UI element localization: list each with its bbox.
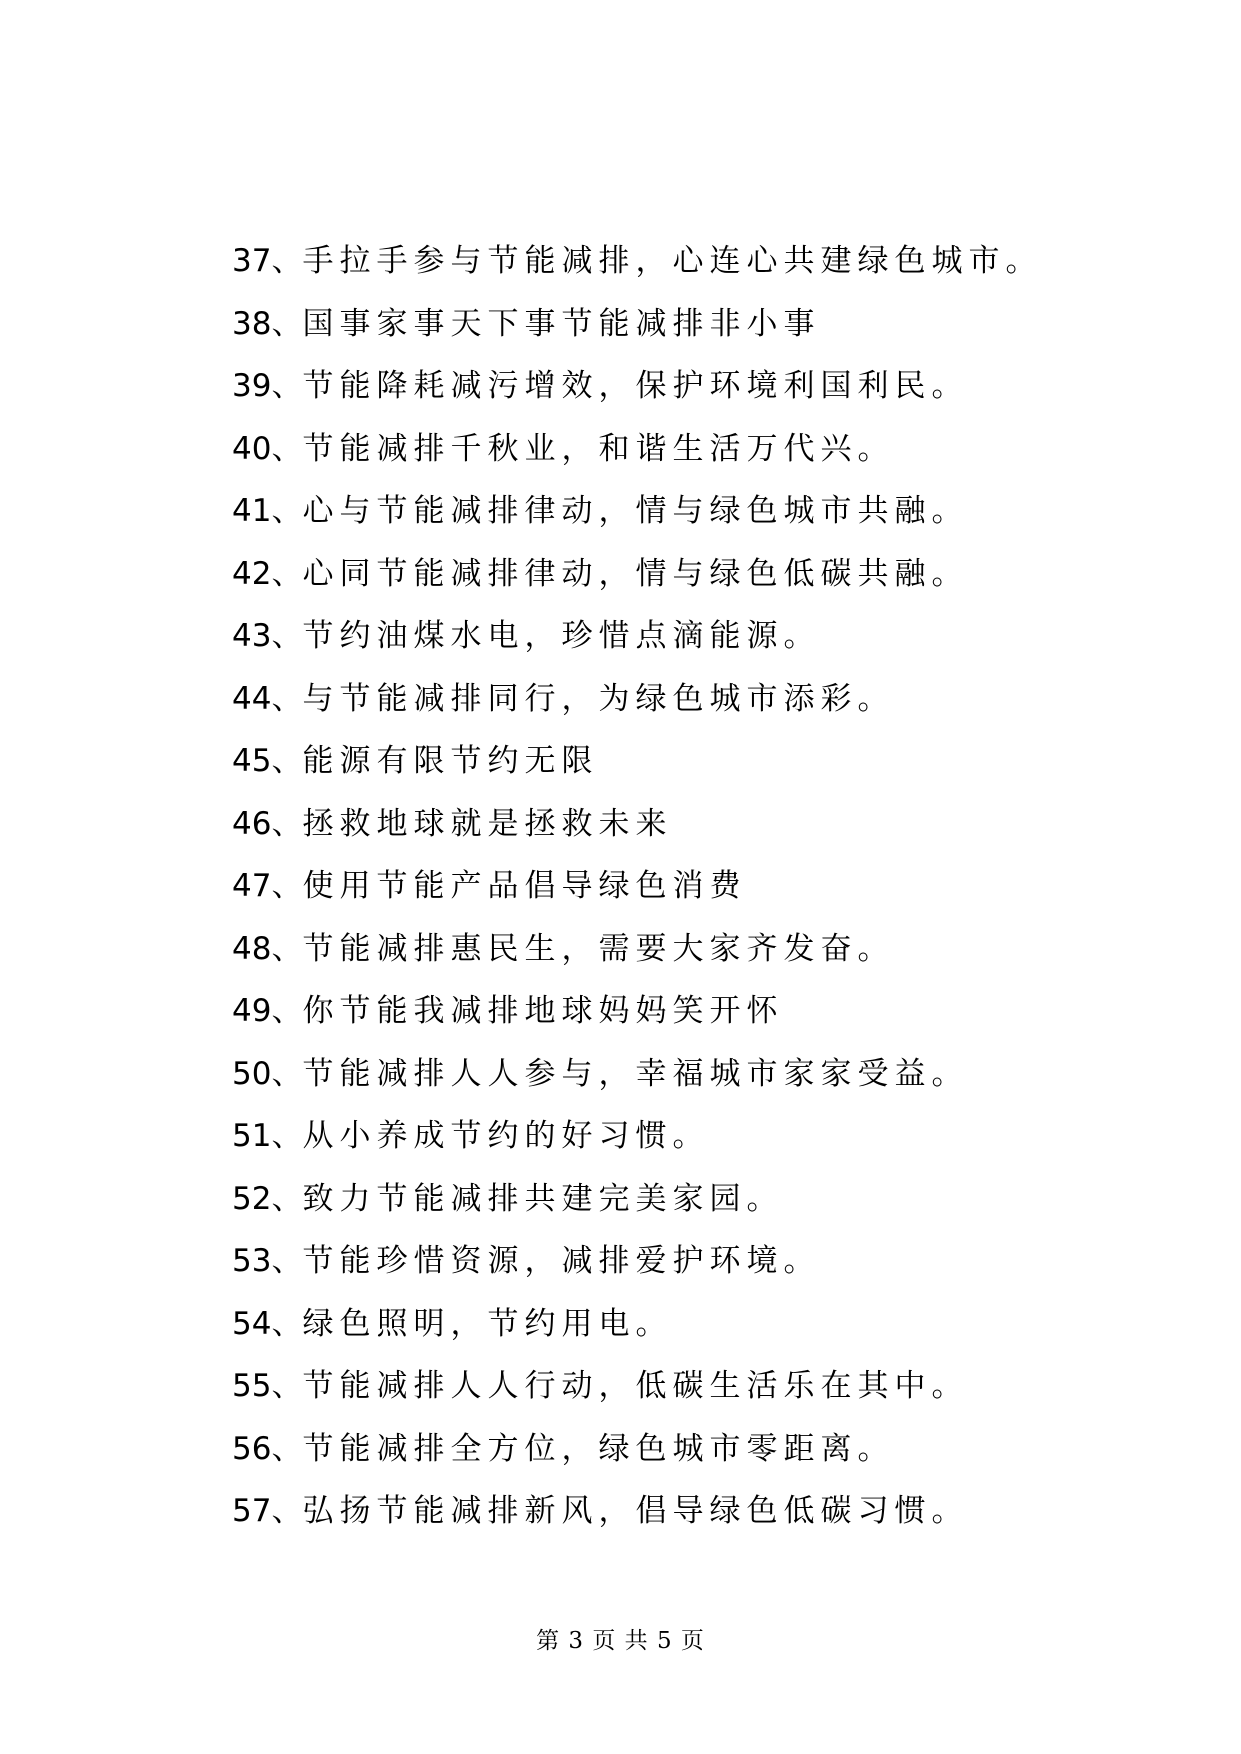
slogan-number: 49、: [232, 993, 303, 1029]
slogan-item: [232, 543, 1132, 606]
slogan-text: 手拉手参与节能减排，心连心共建绿色城市。: [302, 243, 1043, 279]
slogan-number: 44、: [232, 680, 303, 717]
slogan-text: 心同节能减排律动，情与绿色低碳共融。: [302, 555, 969, 592]
slogan-number: 38、: [232, 305, 303, 342]
slogan-number: 39、: [232, 368, 303, 404]
slogan-item: [232, 668, 1132, 731]
slogan-number: 48、: [232, 930, 303, 967]
slogan-text: 心与节能减排律动，情与绿色城市共融。: [302, 493, 969, 529]
slogan-text: 从小养成节约的好习惯。: [302, 1118, 710, 1154]
slogan-text: 使用节能产品倡导绿色消费: [302, 868, 747, 904]
slogan-text: 节能降耗减污增效，保护环境利国利民。: [302, 368, 969, 404]
slogan-item: [232, 793, 1132, 856]
page-footer: 第 3 页 共 5 页: [536, 1628, 705, 1654]
slogan-item: [232, 1480, 1132, 1543]
slogan-item: [232, 1418, 1132, 1481]
slogan-number: 54、: [232, 1305, 303, 1342]
slogan-text: 拯救地球就是拯救未来: [302, 805, 673, 842]
slogan-text: 弘扬节能减排新风，倡导绿色低碳习惯。: [302, 1493, 969, 1529]
slogan-number: 46、: [232, 805, 303, 842]
slogan-number: 55、: [232, 1368, 303, 1404]
slogan-text: 致力节能减排共建完美家园。: [302, 1180, 784, 1217]
slogan-item: [232, 1105, 1132, 1168]
slogan-text: 节能减排全方位，绿色城市零距离。: [302, 1430, 895, 1467]
slogan-text: 你节能我减排地球妈妈笑开怀: [302, 993, 784, 1029]
slogan-number: 37、: [232, 243, 303, 279]
slogan-text: 节能减排惠民生，需要大家齐发奋。: [302, 930, 895, 967]
slogan-item: [232, 355, 1132, 418]
slogan-number: 41、: [232, 493, 303, 529]
slogan-number: 40、: [232, 430, 303, 467]
slogan-item: [232, 605, 1132, 668]
slogan-text: 能源有限节约无限: [302, 743, 599, 779]
slogan-item: [232, 1355, 1132, 1418]
slogan-item: [232, 480, 1132, 543]
slogan-list: [232, 230, 1132, 1543]
slogan-text: 节能珍惜资源，减排爱护环境。: [302, 1243, 821, 1279]
slogan-item: [232, 855, 1132, 918]
slogan-number: 50、: [232, 1055, 303, 1092]
slogan-item: [232, 730, 1132, 793]
slogan-number: 57、: [232, 1493, 303, 1529]
slogan-text: 节约油煤水电，珍惜点滴能源。: [302, 618, 821, 654]
slogan-item: [232, 1168, 1132, 1231]
slogan-number: 56、: [232, 1430, 303, 1467]
slogan-text: 节能减排人人行动，低碳生活乐在其中。: [302, 1368, 969, 1404]
slogan-number: 52、: [232, 1180, 303, 1217]
slogan-number: 43、: [232, 618, 303, 654]
slogan-item: [232, 1230, 1132, 1293]
slogan-text: 绿色照明，节约用电。: [302, 1305, 673, 1342]
slogan-number: 47、: [232, 868, 303, 904]
slogan-text: 与节能减排同行，为绿色城市添彩。: [302, 680, 895, 717]
slogan-item: [232, 418, 1132, 481]
slogan-item: [232, 230, 1132, 293]
slogan-item: [232, 980, 1132, 1043]
slogan-item: [232, 1043, 1132, 1106]
slogan-number: 51、: [232, 1118, 303, 1154]
slogan-item: [232, 293, 1132, 356]
slogan-item: [232, 918, 1132, 981]
slogan-item: [232, 1293, 1132, 1356]
slogan-number: 42、: [232, 555, 303, 592]
slogan-number: 53、: [232, 1243, 303, 1279]
slogan-text: 国事家事天下事节能减排非小事: [302, 305, 821, 342]
slogan-text: 节能减排千秋业，和谐生活万代兴。: [302, 430, 895, 467]
slogan-text: 节能减排人人参与，幸福城市家家受益。: [302, 1055, 969, 1092]
slogan-number: 45、: [232, 743, 303, 779]
